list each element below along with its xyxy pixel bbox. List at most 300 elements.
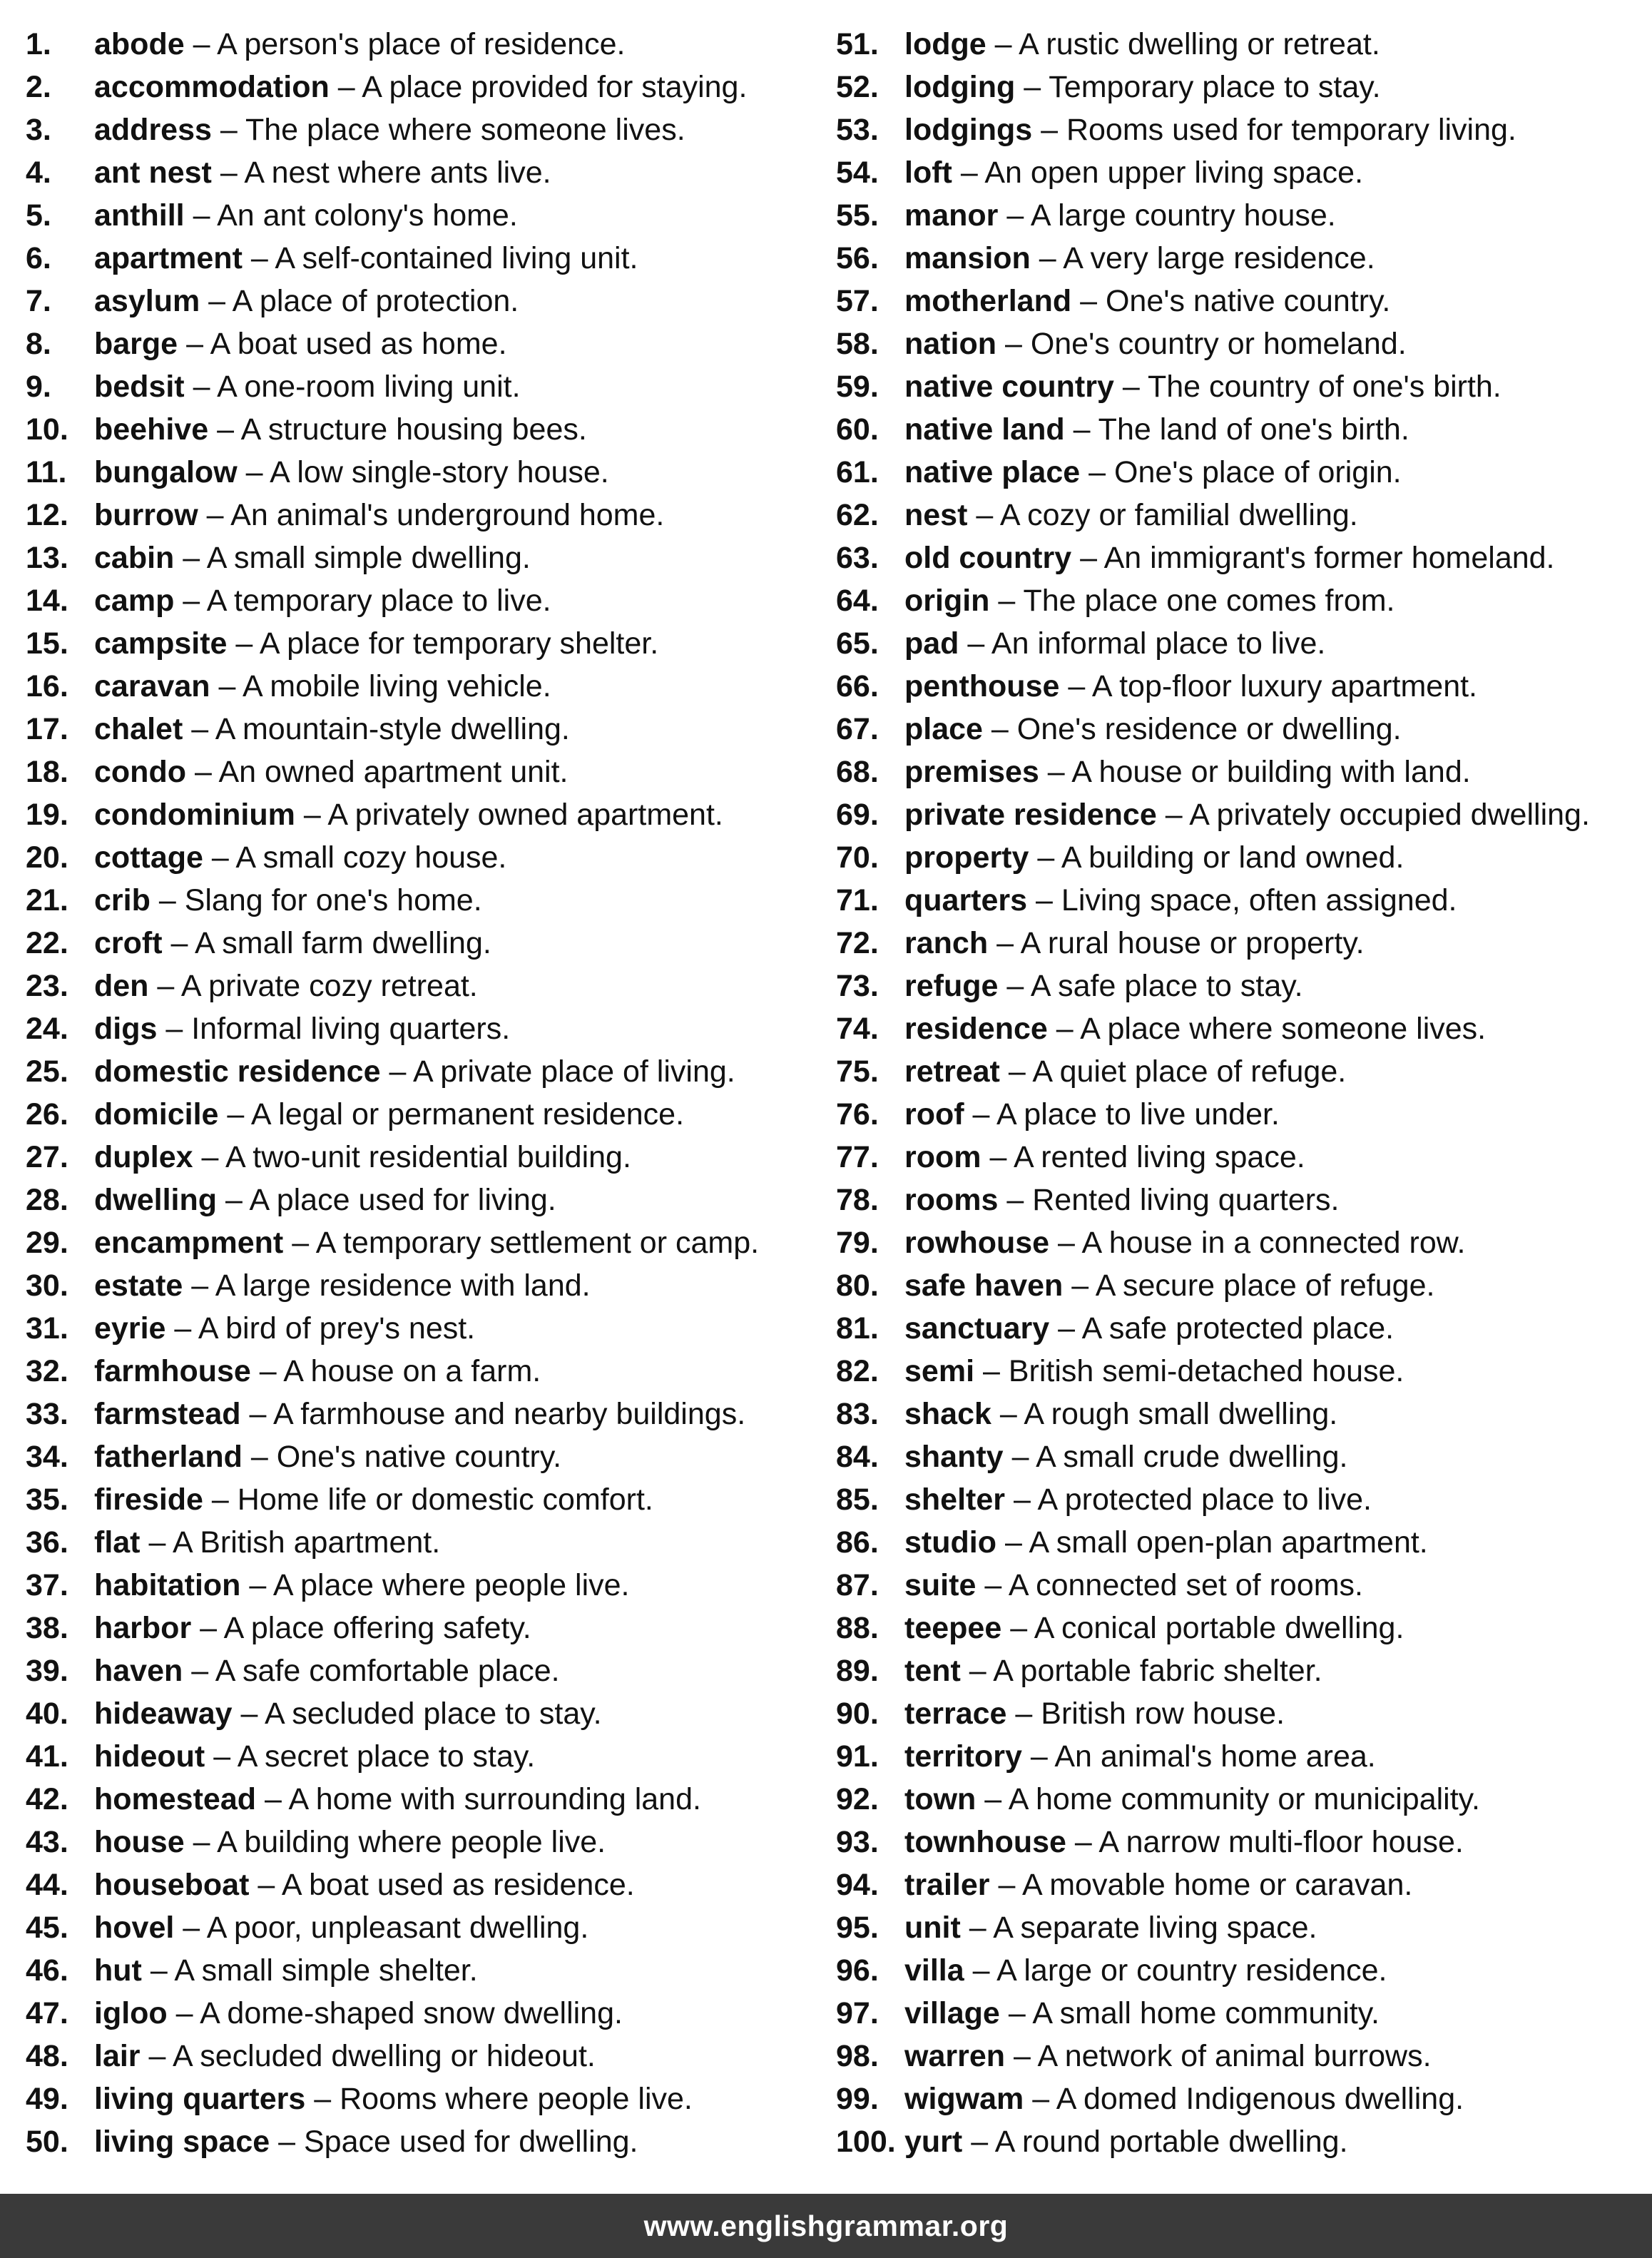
item-separator: – [1008,1996,1026,2030]
item-number: 46. [26,1953,68,1988]
item-number: 82. [836,1354,879,1388]
list-item [836,235,1642,278]
item-number: 84. [836,1440,879,1474]
item-separator: – [972,1097,990,1131]
item-definition: British row house. [1041,1697,1285,1731]
item-separator: – [1041,113,1059,147]
item-separator: – [1074,1825,1092,1859]
item-separator: – [1010,1611,1028,1645]
item-number: 1. [26,27,51,61]
item-separator: – [213,1739,231,1774]
list-item [26,107,817,150]
item-separator: – [1073,412,1091,447]
item-term: ant nest [94,156,212,190]
item-number: 37. [26,1568,68,1602]
item-definition: A home with surrounding land. [288,1782,701,1816]
item-term: trailer [904,1868,990,1902]
item-term: condominium [94,798,295,832]
item-number: 47. [26,1996,68,2030]
item-number: 48. [26,2039,68,2073]
item-definition: The country of one's birth. [1147,370,1501,404]
item-separator: – [250,1440,268,1474]
item-separator: – [174,1311,192,1346]
item-number: 81. [836,1311,879,1346]
item-term: native land [904,412,1065,447]
item-term: nest [904,498,968,532]
item-separator: – [193,1825,210,1859]
item-number: 2. [26,70,51,104]
item-term: nation [904,327,996,361]
item-term: croft [94,926,163,960]
item-separator: – [1165,798,1183,832]
item-definition: A place provided for staying. [362,70,748,104]
list-item [26,193,817,235]
item-number: 16. [26,669,68,703]
item-definition: A connected set of rooms. [1008,1568,1363,1602]
item-number: 70. [836,840,879,875]
item-term: rowhouse [904,1226,1050,1260]
item-term: den [94,969,149,1003]
item-number: 52. [836,70,879,104]
item-separator: – [148,2039,166,2073]
item-separator: – [984,1568,1002,1602]
list-item [26,749,817,792]
item-term: private residence [904,798,1157,832]
item-term: semi [904,1354,975,1388]
item-number: 38. [26,1611,68,1645]
item-number: 60. [836,412,879,447]
item-term: estate [94,1268,183,1303]
item-term: igloo [94,1996,168,2030]
item-number: 80. [836,1268,879,1303]
item-number: 75. [836,1054,879,1089]
item-definition: A safe comfortable place. [215,1654,560,1688]
list-item [26,1948,817,1990]
item-term: penthouse [904,669,1060,703]
item-definition: A small simple dwelling. [206,541,531,575]
item-term: farmstead [94,1397,241,1431]
item-term: encampment [94,1226,284,1260]
item-definition: One's country or homeland. [1030,327,1407,361]
item-separator: – [976,498,994,532]
list-item [26,1990,817,2033]
item-definition: A boat used as residence. [281,1868,635,1902]
item-term: teepee [904,1611,1002,1645]
item-separator: – [250,241,268,275]
list-item [26,278,817,321]
item-definition: An immigrant's former homeland. [1103,541,1555,575]
item-separator: – [994,27,1012,61]
item-definition: A place for temporary shelter. [259,626,659,661]
item-definition: A small open-plan apartment. [1029,1525,1428,1560]
list-item [836,193,1642,235]
item-separator: – [191,1654,209,1688]
item-definition: A large residence with land. [215,1268,591,1303]
item-definition: A British apartment. [172,1525,441,1560]
item-number: 63. [836,541,879,575]
list-item [836,278,1642,321]
item-term: hut [94,1953,142,1988]
item-separator: – [1122,370,1140,404]
footer-bar [0,2194,1652,2258]
item-term: chalet [94,712,183,746]
item-definition: A small simple shelter. [174,1953,478,1988]
item-number: 39. [26,1654,68,1688]
item-number: 28. [26,1183,68,1217]
list-item [26,235,817,278]
item-number: 51. [836,27,879,61]
item-separator: – [960,156,978,190]
item-number: 25. [26,1054,68,1089]
item-number: 30. [26,1268,68,1303]
item-separator: – [150,1953,168,1988]
item-definition: A home community or municipality. [1008,1782,1480,1816]
item-definition: A network of animal burrows. [1037,2039,1432,2073]
item-number: 22. [26,926,68,960]
item-term: motherland [904,284,1072,318]
item-separator: – [1008,1054,1026,1089]
list-item [26,321,817,364]
item-separator: – [969,1654,986,1688]
item-term: lodgings [904,113,1033,147]
item-term: accommodation [94,70,330,104]
item-number: 56. [836,241,879,275]
item-definition: One's residence or dwelling. [1016,712,1402,746]
item-separator: – [991,712,1009,746]
list-item [26,449,817,492]
item-number: 49. [26,2082,68,2116]
item-definition: Space used for dwelling. [304,2125,638,2159]
item-term: duplex [94,1140,193,1174]
item-term: camp [94,584,175,618]
item-separator: – [969,1911,986,1945]
item-separator: – [1013,2039,1031,2073]
list-item [26,1134,817,1177]
item-definition: A place of protection. [232,284,519,318]
item-number: 54. [836,156,879,190]
list-item [836,1734,1642,1776]
item-definition: Rooms used for temporary living. [1066,113,1516,147]
item-term: digs [94,1012,158,1046]
list-item [836,535,1642,578]
item-definition: A safe place to stay. [1030,969,1303,1003]
item-separator: – [193,198,210,233]
item-definition: A small crude dwelling. [1036,1440,1348,1474]
list-item [836,1434,1642,1477]
item-number: 59. [836,370,879,404]
item-definition: An informal place to live. [991,626,1326,661]
item-term: yurt [904,2125,963,2159]
item-separator: – [1068,669,1086,703]
item-definition: A legal or permanent residence. [250,1097,685,1131]
item-number: 36. [26,1525,68,1560]
item-number: 8. [26,327,51,361]
item-number: 61. [836,455,879,489]
item-definition: A very large residence. [1063,241,1375,275]
list-item [836,321,1642,364]
item-definition: A quiet place of refuge. [1032,1054,1347,1089]
item-separator: – [194,755,212,789]
item-separator: – [1013,1483,1031,1517]
item-term: farmhouse [94,1354,251,1388]
item-definition: A house on a farm. [283,1354,541,1388]
item-term: condo [94,755,186,789]
list-item [26,1648,817,1691]
item-number: 44. [26,1868,68,1902]
item-number: 78. [836,1183,879,1217]
item-term: roof [904,1097,964,1131]
item-number: 66. [836,669,879,703]
item-term: wigwam [904,2082,1024,2116]
item-separator: – [191,712,209,746]
list-item [26,1348,817,1391]
item-term: house [94,1825,185,1859]
item-definition: A narrow multi-floor house. [1098,1825,1464,1859]
list-item [26,1520,817,1562]
item-separator: – [1088,455,1106,489]
list-item [836,107,1642,150]
list-item [26,2033,817,2076]
item-term: burrow [94,498,198,532]
item-separator: – [235,626,253,661]
item-term: room [904,1140,981,1174]
item-separator: – [208,284,226,318]
list-item [836,1348,1642,1391]
item-term: retreat [904,1054,1000,1089]
word-list-column-2 [836,21,1642,2162]
item-number: 17. [26,712,68,746]
item-term: origin [904,584,990,618]
list-item [836,706,1642,749]
item-number: 94. [836,1868,879,1902]
item-separator: – [1030,1739,1048,1774]
item-number: 50. [26,2125,68,2159]
item-number: 21. [26,883,68,917]
item-number: 62. [836,498,879,532]
item-term: ranch [904,926,989,960]
item-separator: – [193,370,210,404]
item-separator: – [240,1697,258,1731]
item-separator: – [982,1354,1000,1388]
list-item [836,578,1642,621]
item-definition: A place used for living. [249,1183,556,1217]
list-item [26,1562,817,1605]
item-number: 87. [836,1568,879,1602]
item-definition: A small farm dwelling. [195,926,491,960]
list-item [26,578,817,621]
item-separator: – [1004,327,1022,361]
item-term: abode [94,27,185,61]
list-item [26,1734,817,1776]
list-item [836,1562,1642,1605]
item-definition: A private cozy retreat. [180,969,478,1003]
item-number: 5. [26,198,51,233]
item-term: terrace [904,1697,1007,1731]
item-number: 95. [836,1911,879,1945]
item-separator: – [225,1183,243,1217]
item-definition: An animal's underground home. [230,498,665,532]
list-item [836,1691,1642,1734]
item-definition: A separate living space. [993,1911,1317,1945]
word-list-column-1 [26,21,817,2162]
list-item [26,878,817,920]
list-item [26,835,817,878]
item-term: campsite [94,626,228,661]
item-definition: A small cozy house. [235,840,507,875]
item-number: 27. [26,1140,68,1174]
item-definition: A temporary place to live. [206,584,551,618]
item-term: town [904,1782,977,1816]
item-number: 89. [836,1654,879,1688]
item-definition: A mountain-style dwelling. [215,712,570,746]
list-item [836,1776,1642,1819]
item-number: 57. [836,284,879,318]
item-number: 67. [836,712,879,746]
item-definition: A privately owned apartment. [327,798,723,832]
item-term: apartment [94,241,243,275]
item-separator: – [967,626,985,661]
item-term: cottage [94,840,203,875]
list-item [26,963,817,1006]
item-term: lair [94,2039,141,2073]
item-definition: A person's place of residence. [217,27,626,61]
item-term: homestead [94,1782,257,1816]
item-term: tent [904,1654,961,1688]
item-number: 29. [26,1226,68,1260]
list-item [26,1049,817,1092]
item-term: territory [904,1739,1022,1774]
item-separator: – [1036,883,1053,917]
item-term: warren [904,2039,1006,2073]
item-definition: An animal's home area. [1054,1739,1376,1774]
item-number: 65. [836,626,879,661]
list-item [836,1648,1642,1691]
item-separator: – [211,1483,229,1517]
list-item [26,1691,817,1734]
item-separator: – [989,1140,1007,1174]
item-separator: – [175,1996,193,2030]
item-number: 43. [26,1825,68,1859]
item-definition: One's place of origin. [1114,455,1402,489]
item-definition: A one-room living unit. [217,370,521,404]
item-definition: A two-unit residential building. [225,1140,631,1174]
item-term: townhouse [904,1825,1066,1859]
list-item [26,64,817,107]
list-item [26,1092,817,1134]
list-item [26,1177,817,1220]
item-separator: – [183,541,200,575]
item-separator: – [227,1097,245,1131]
item-term: living space [94,2125,270,2159]
item-number: 83. [836,1397,879,1431]
list-item [836,1092,1642,1134]
item-separator: – [972,1953,990,1988]
item-term: hideout [94,1739,205,1774]
item-separator: – [259,1354,277,1388]
list-item [836,2076,1642,2119]
item-term: barge [94,327,178,361]
item-term: hideaway [94,1697,233,1731]
item-definition: A bird of prey's nest. [198,1311,476,1346]
item-number: 55. [836,198,879,233]
item-term: lodging [904,70,1016,104]
item-separator: – [245,455,263,489]
item-term: premises [904,755,1039,789]
list-item [836,21,1642,64]
item-term: shack [904,1397,991,1431]
item-term: residence [904,1012,1048,1046]
list-item [26,1006,817,1049]
item-separator: – [201,1140,219,1174]
list-item [836,1520,1642,1562]
item-term: crib [94,883,151,917]
item-number: 40. [26,1697,68,1731]
item-definition: A rural house or property. [1020,926,1365,960]
item-definition: A place where someone lives. [1080,1012,1487,1046]
item-definition: A secure place of refuge. [1095,1268,1435,1303]
item-separator: – [1039,241,1056,275]
item-term: shanty [904,1440,1004,1474]
list-item [836,150,1642,193]
list-item [26,1776,817,1819]
item-separator: – [165,1012,183,1046]
item-separator: – [264,1782,282,1816]
item-definition: A movable home or caravan. [1021,1868,1413,1902]
item-definition: A small home community. [1032,1996,1380,2030]
item-definition: A top-floor luxury apartment. [1091,669,1478,703]
item-term: safe haven [904,1268,1064,1303]
item-number: 32. [26,1354,68,1388]
item-separator: – [220,156,238,190]
item-number: 77. [836,1140,879,1174]
list-item [836,492,1642,535]
item-number: 69. [836,798,879,832]
item-definition: The land of one's birth. [1098,412,1409,447]
list-item [836,663,1642,706]
item-definition: A dome-shaped snow dwelling. [200,1996,623,2030]
list-item [836,1177,1642,1220]
item-definition: A rustic dwelling or retreat. [1019,27,1380,61]
item-separator: – [971,2125,989,2159]
item-definition: A house or building with land. [1071,755,1471,789]
list-item [26,2119,817,2162]
list-item [26,1306,817,1348]
list-item [26,1905,817,1948]
item-number: 73. [836,969,879,1003]
item-number: 7. [26,284,51,318]
list-item [26,1477,817,1520]
item-separator: – [1006,198,1024,233]
list-item [26,621,817,663]
item-number: 91. [836,1739,879,1774]
item-definition: A self-contained living unit. [275,241,638,275]
list-item [26,706,817,749]
list-item [26,1220,817,1263]
item-number: 4. [26,156,51,190]
item-term: manor [904,198,999,233]
item-definition: A secluded dwelling or hideout. [173,2039,596,2073]
item-number: 6. [26,241,51,275]
item-number: 24. [26,1012,68,1046]
item-term: beehive [94,412,209,447]
item-number: 53. [836,113,879,147]
item-number: 35. [26,1483,68,1517]
item-number: 15. [26,626,68,661]
item-definition: Informal living quarters. [191,1012,511,1046]
item-separator: – [1004,1525,1022,1560]
item-definition: An ant colony's home. [217,198,518,233]
item-definition: A place to live under. [996,1097,1280,1131]
